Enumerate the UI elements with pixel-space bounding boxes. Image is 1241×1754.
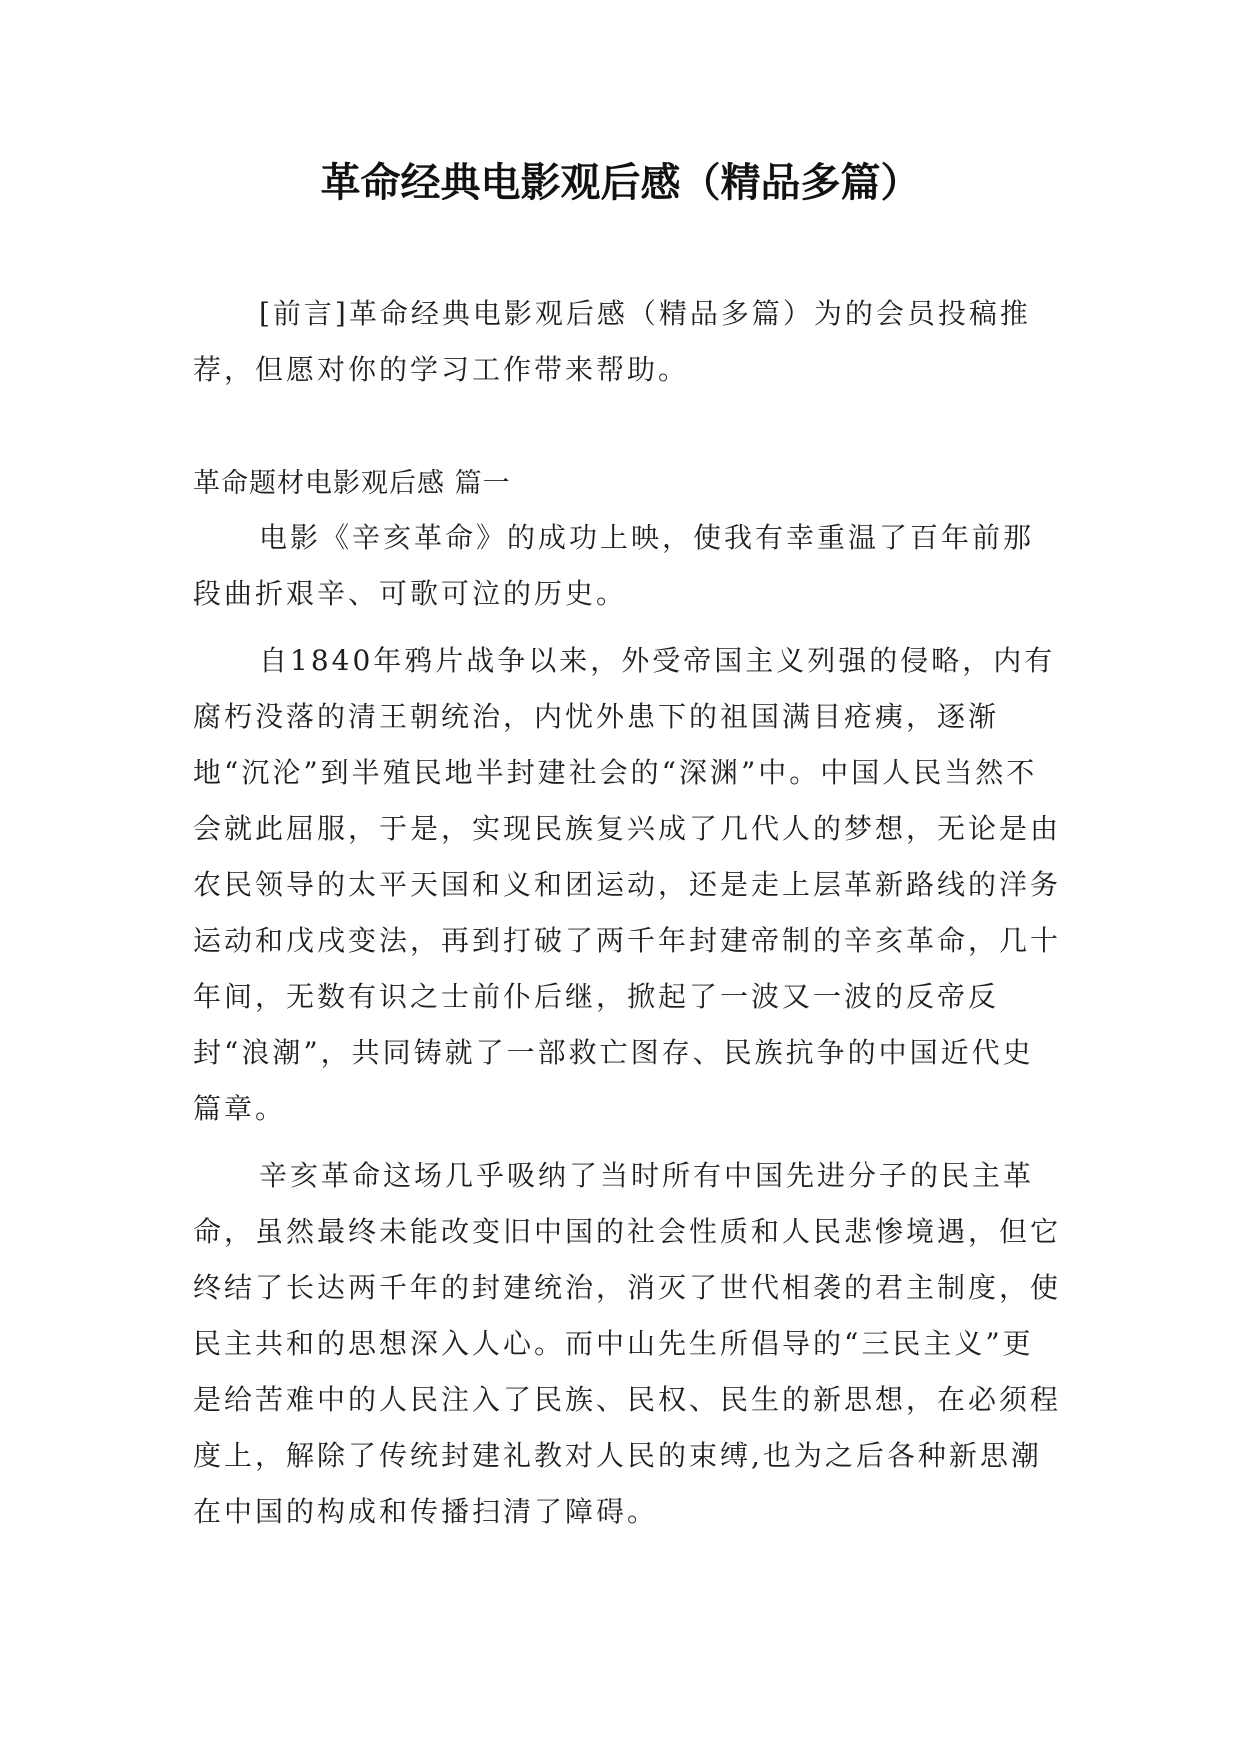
body-paragraph-3: 辛亥革命这场几乎吸纳了当时所有中国先进分子的民主革命，虽然最终未能改变旧中国的社会性质和人民悲惨境遇，但它终结了长达两千年的封建统治，消灭了世代相袭的君主制度，使民主共和的思想深入人心。而中山先生所倡导的“三民主义”更是给苦难中的人民注入了民族、民权、民生的新思想，在必须程度上，解除了传统封建礼教对人民的束缚,也为之后各种新思潮在中国的构成和传播扫清了障碍。 (193, 1159, 1062, 1528)
document-title: 革命经典电影观后感（精品多篇） (320, 160, 921, 206)
body-paragraph-1: 电影《辛亥革命》的成功上映，使我有幸重温了百年前那段曲折艰辛、可歌可泣的历史。 (193, 521, 1035, 610)
body-paragraph-2: 自1840年鸦片战争以来，外受帝国主义列强的侵略，内有腐朽没落的清王朝统治，内忧外患下的祖国满目疮痍，逐渐地“沉沦”到半殖民地半封建社会的“深渊”中。中国人民当然不会就此屈服，于是，实现民族复兴成了几代人的梦想，无论是由农民领导的太平天国和义和团运动，还是走上层革新路线的洋务运动和戊戌变法，再到打破了两千年封建帝制的辛亥革命，几十年间，无数有识之士前仆后继，掀起了一波又一波的反帝反封“浪潮”，共同铸就了一部救亡图存、民族抗争的中国近代史篇章。 (193, 644, 1062, 1125)
preface-paragraph: [前言]革命经典电影观后感（精品多篇）为的会员投稿推荐，但愿对你的学习工作带来帮助。 (193, 297, 1031, 386)
section-heading: 革命题材电影观后感 篇一 (193, 468, 511, 499)
article-body (193, 458, 1063, 1551)
